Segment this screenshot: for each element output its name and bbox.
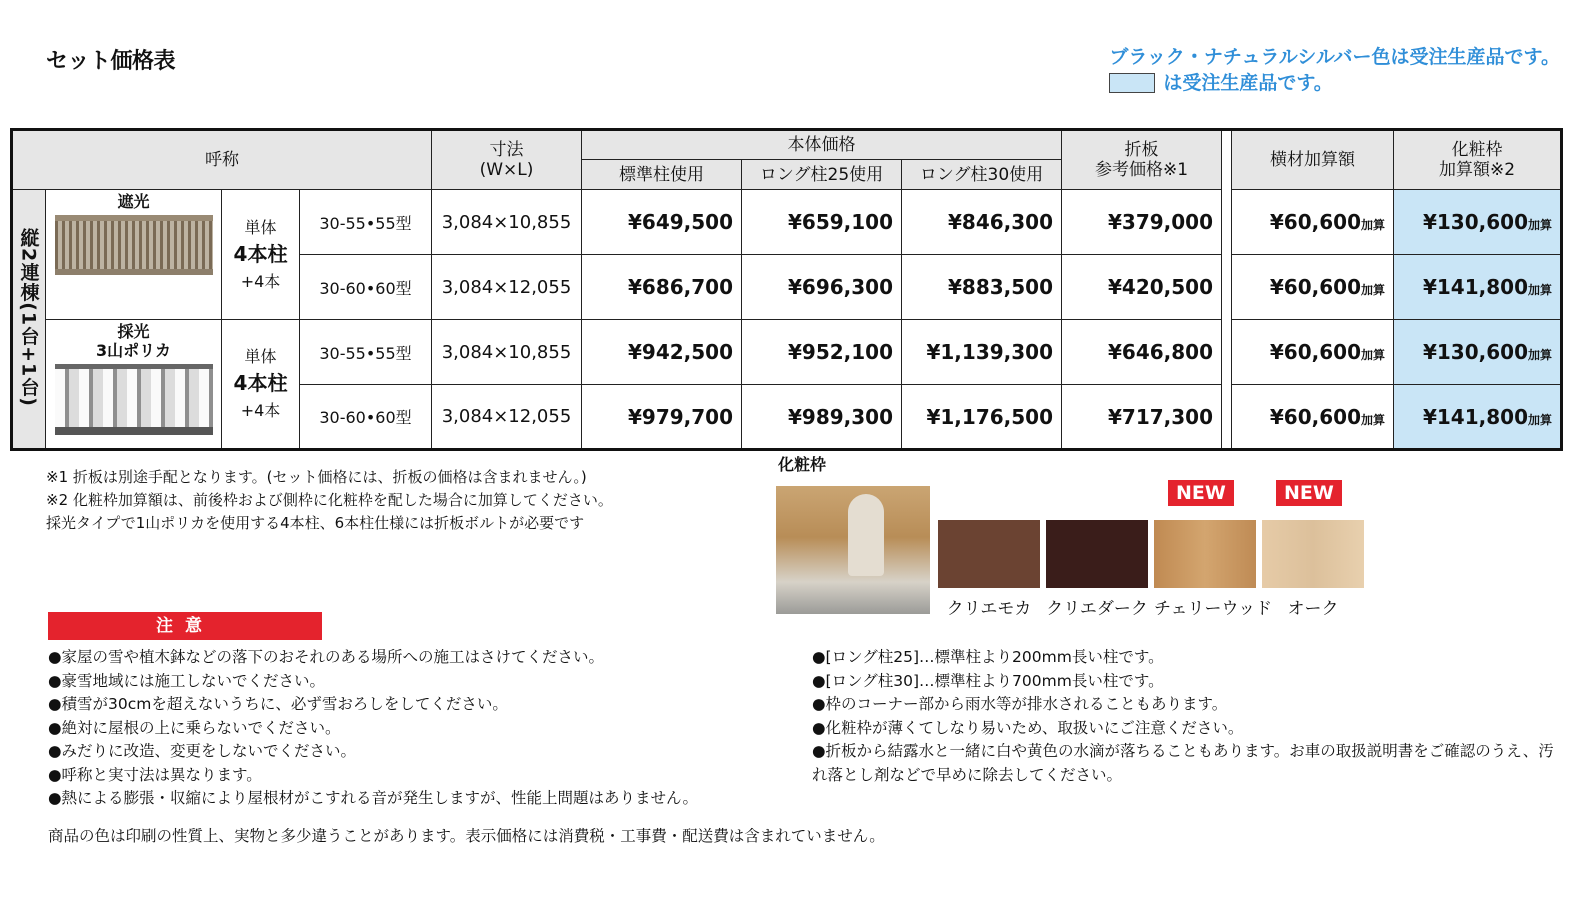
unit-cell: [222, 190, 300, 320]
order-notice: [1109, 44, 1560, 96]
price-kesho: ¥130,600加算: [1394, 190, 1562, 255]
caution-item: ●みだりに改造、変更をしないでください。: [48, 742, 357, 760]
kasan-suffix: 加算: [1360, 218, 1385, 232]
swatch-chip: [1154, 520, 1256, 588]
swatch-oak: [1262, 480, 1364, 619]
kasan-suffix: 加算: [1527, 283, 1552, 297]
unit-line2: 4本柱: [233, 241, 288, 266]
unit-line2: 4本柱: [233, 371, 288, 395]
price-long25: ¥696,300: [742, 255, 902, 320]
price-long30: ¥1,176,500: [902, 385, 1062, 450]
size-cell: 3,084×10,855: [432, 320, 582, 385]
footnote-1: ※1 折板は別途手配となります。(セット価格には、折板の価格は含まれません。): [46, 468, 587, 486]
caution-item: ●折板から結露水と一緒に白や黄色の水滴が落ちることもあります。お車の取扱説明書をご確認のうえ、汚れ落とし剤などで早めに除去してください。: [812, 742, 1554, 784]
caution-list-left: [48, 646, 698, 811]
price-standard: ¥979,700: [582, 385, 742, 450]
column-gap: [1222, 320, 1232, 385]
price-long30: ¥846,300: [902, 190, 1062, 255]
shade-roof-photo: [55, 215, 213, 275]
highlight-color-swatch: [1109, 73, 1155, 93]
price-folding: ¥379,000: [1062, 190, 1222, 255]
kasan-suffix: 加算: [1527, 348, 1552, 362]
header-size-line2: (W×L): [479, 160, 534, 180]
model-cell: 30-55•55型: [300, 190, 432, 255]
type-cell-shade: [46, 190, 222, 320]
new-badge: NEW: [1168, 480, 1234, 506]
type-name-sub: 3山ポリカ: [96, 341, 171, 360]
price-kesho: ¥141,800加算: [1394, 385, 1562, 450]
price-standard: ¥649,500: [582, 190, 742, 255]
type-name: 採光: [117, 322, 150, 341]
unit-line3: +4本: [240, 401, 281, 420]
size-cell: 3,084×12,055: [432, 385, 582, 450]
group-label: 縦2連棟(1台+1台): [17, 227, 40, 407]
footnote-2: ※2 化粧枠加算額は、前後枠および側枠に化粧枠を配した場合に加算してください。: [46, 491, 613, 509]
order-notice-line1: ブラック・ナチュラルシルバー色は受注生産品です。: [1109, 46, 1560, 68]
header-long25: ロング柱25使用: [742, 160, 902, 190]
header-folding-line1: 折板: [1124, 140, 1159, 160]
swatch-name: オーク: [1287, 599, 1339, 619]
header-size: [432, 130, 582, 190]
header-body-price: 本体価格: [582, 130, 1062, 160]
type-name: 遮光: [117, 192, 150, 211]
unit-cell: [222, 320, 300, 450]
price-cross: ¥60,600加算: [1232, 255, 1394, 320]
group-label-cell: [12, 190, 46, 450]
caution-item: ●積雪が30cmを超えないうちに、必ず雪おろしをしてください。: [48, 695, 508, 713]
swatch-chip: [1262, 520, 1364, 588]
price-table: [10, 128, 1563, 451]
price-cross: ¥60,600加算: [1232, 190, 1394, 255]
kasan-suffix: 加算: [1360, 412, 1385, 427]
swatch-name: クリエモカ: [946, 599, 1032, 619]
footnote-3: 採光タイプで1山ポリカを使用する4本柱、6本柱仕様には折板ボルトが必要です: [46, 514, 585, 532]
price-standard: ¥942,500: [582, 320, 742, 385]
size-cell: 3,084×10,855: [432, 190, 582, 255]
light-roof-photo: [55, 364, 213, 435]
price-kesho: ¥141,800加算: [1394, 255, 1562, 320]
column-gap: [1222, 255, 1232, 320]
header-kesho-line1: 化粧枠: [1451, 140, 1503, 160]
bottom-note: 商品の色は印刷の性質上、実物と多少違うことがあります。表示価格には消費税・工事費・配送費は含まれていません。: [48, 827, 885, 845]
model-cell: 30-55•55型: [300, 320, 432, 385]
swatch-name: クリエダーク: [1046, 599, 1148, 619]
kesho-label: 化粧枠: [778, 455, 827, 474]
price-cross: ¥60,600加算: [1232, 385, 1394, 450]
table-row: [12, 190, 1562, 255]
page-title: セット価格表: [46, 49, 176, 74]
model-cell: 30-60•60型: [300, 255, 432, 320]
price-long30: ¥1,139,300: [902, 320, 1062, 385]
swatch-crie-dark: [1046, 480, 1148, 619]
header-name: 呼称: [12, 130, 432, 190]
type-cell-light: [46, 320, 222, 450]
new-badge: NEW: [1276, 480, 1342, 506]
price-folding: ¥717,300: [1062, 385, 1222, 450]
kesho-frame-photo: [776, 486, 930, 614]
caution-item: ●家屋の雪や植木鉢などの落下のおそれのある場所への施工はさけてください。: [48, 648, 605, 666]
order-notice-line2: は受注生産品です。: [1163, 72, 1333, 94]
price-long30: ¥883,500: [902, 255, 1062, 320]
caution-item: ●枠のコーナー部から雨水等が排水されることもあります。: [812, 695, 1228, 713]
price-folding: ¥646,800: [1062, 320, 1222, 385]
kasan-suffix: 加算: [1527, 412, 1552, 427]
unit-line3: +4本: [240, 271, 281, 291]
table-row: [12, 320, 1562, 385]
price-long25: ¥989,300: [742, 385, 902, 450]
swatch-chip: [938, 520, 1040, 588]
header-folding: [1062, 130, 1222, 190]
caution-item: ●化粧枠が薄くてしなり易いため、取扱いにご注意ください。: [812, 718, 1244, 737]
caution-item: ●熱による膨張・収縮により屋根材がこすれる音が発生しますが、性能上問題はありません。: [48, 789, 698, 807]
column-gap: [1222, 385, 1232, 450]
unit-line1: 単体: [244, 217, 277, 237]
caution-heading: 注意: [48, 612, 322, 640]
header-kesho-line2: 加算額※2: [1438, 160, 1516, 180]
kasan-suffix: 加算: [1360, 283, 1385, 297]
price-standard: ¥686,700: [582, 255, 742, 320]
column-gap: [1222, 190, 1232, 255]
caution-item: ●[ロング柱30]…標準柱より700mm長い柱です。: [812, 671, 1164, 690]
header-kesho: [1394, 130, 1562, 190]
kasan-suffix: 加算: [1360, 348, 1385, 362]
swatch-crie-mocha: [938, 480, 1040, 619]
price-kesho: ¥130,600加算: [1394, 320, 1562, 385]
header-standard: 標準柱使用: [582, 160, 742, 190]
price-cross: ¥60,600加算: [1232, 320, 1394, 385]
header-folding-line2: 参考価格※1: [1094, 160, 1189, 180]
caution-list-right: [812, 646, 1562, 787]
caution-item: ●呼称と実寸法は異なります。: [48, 765, 262, 784]
header-cross: 横材加算額: [1232, 130, 1394, 190]
swatch-chip: [1046, 520, 1148, 588]
footnotes: [46, 466, 613, 535]
swatch-name: チェリーウッド: [1154, 599, 1273, 619]
swatch-cherry-wood: [1154, 480, 1273, 619]
caution-item: ●[ロング柱25]…標準柱より200mm長い柱です。: [812, 648, 1164, 666]
price-folding: ¥420,500: [1062, 255, 1222, 320]
order-notice-line2-row: [1109, 70, 1560, 96]
header-size-line1: 寸法: [489, 140, 524, 160]
header-long30: ロング柱30使用: [902, 160, 1062, 190]
price-long25: ¥952,100: [742, 320, 902, 385]
size-cell: 3,084×12,055: [432, 255, 582, 320]
unit-line1: 単体: [244, 347, 277, 366]
model-cell: 30-60•60型: [300, 385, 432, 450]
color-swatches: [938, 480, 1370, 619]
caution-item: ●絶対に屋根の上に乗らないでください。: [48, 718, 341, 737]
price-long25: ¥659,100: [742, 190, 902, 255]
kasan-suffix: 加算: [1527, 218, 1552, 232]
caution-item: ●豪雪地域には施工しないでください。: [48, 671, 326, 690]
column-gap: [1222, 130, 1232, 190]
